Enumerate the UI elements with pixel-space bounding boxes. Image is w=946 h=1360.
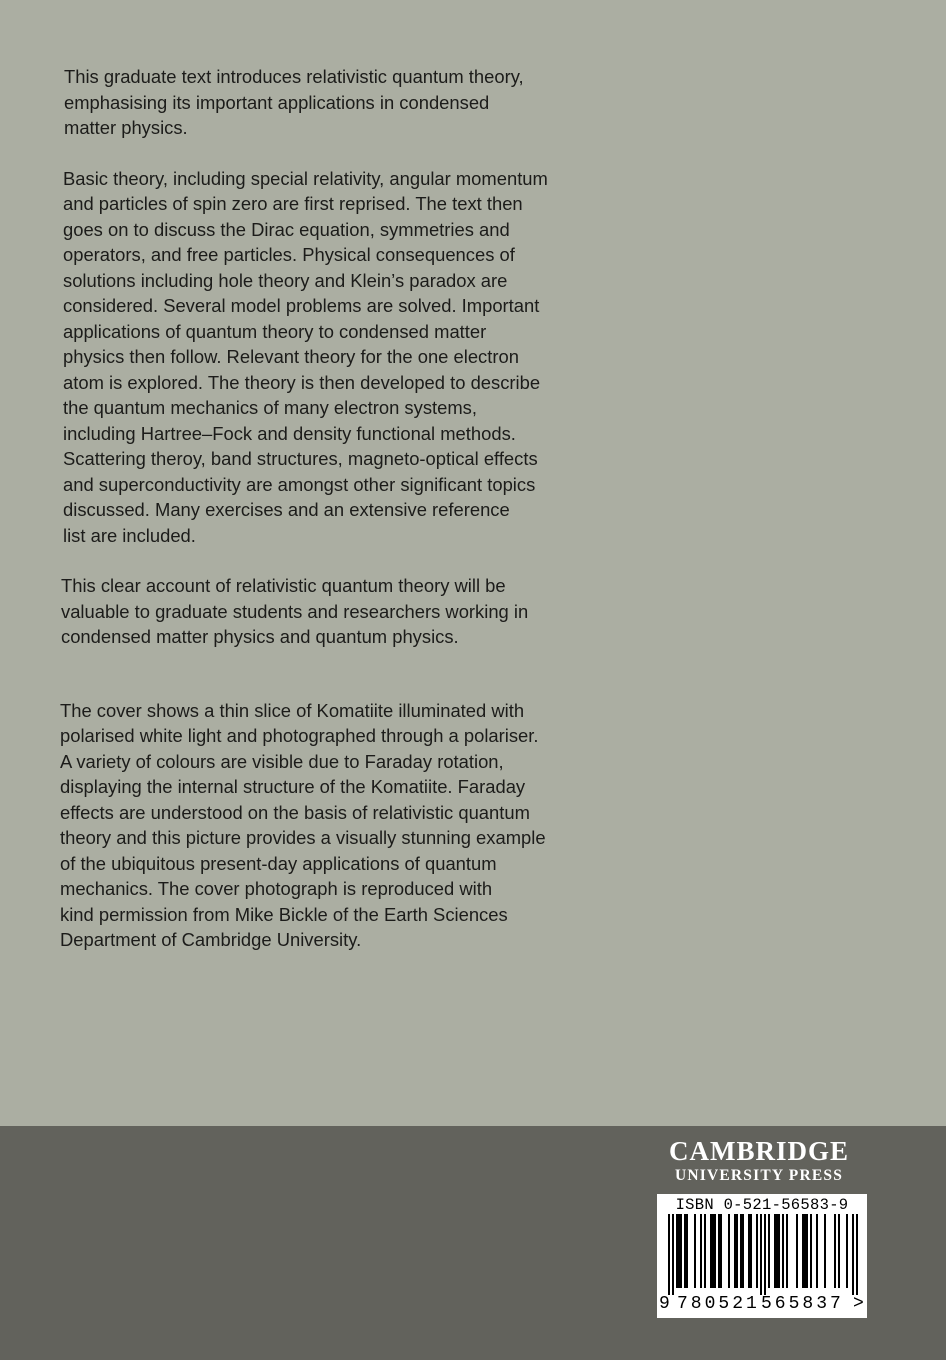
barcode-bar [676, 1214, 678, 1288]
blurb-line: physics then follow. Relevant theory for the one electron [63, 346, 519, 367]
barcode-guard-bar [668, 1214, 670, 1295]
blurb-paragraph-audience [61, 573, 562, 650]
publisher-logo [652, 1136, 866, 1186]
barcode-bars [657, 1214, 867, 1296]
barcode-bar [712, 1214, 714, 1288]
ean-first-digit: 9 [659, 1294, 670, 1314]
barcode-bar [806, 1214, 808, 1288]
blurb-paragraph-intro [64, 64, 562, 141]
barcode-bar [684, 1214, 686, 1288]
blurb-paragraph-cover-note [60, 698, 562, 953]
blurb-line: valuable to graduate students and researchers working in [61, 600, 529, 622]
barcode-bar [734, 1214, 736, 1288]
barcode-bar [740, 1214, 742, 1288]
blurb-line: The cover shows a thin slice of Komatiite illuminated with [60, 699, 525, 721]
blurb-line: emphasising its important applications in condensed [64, 91, 490, 113]
blurb-line: This clear account of relativistic quantum theory will be [61, 575, 506, 596]
blurb-line: A variety of colours are visible due to Faraday rotation, [60, 750, 504, 772]
ean-right-group: 565837 [761, 1294, 844, 1314]
barcode-bar [704, 1214, 706, 1288]
barcode-bar [816, 1214, 818, 1288]
barcode-bar [720, 1214, 722, 1288]
barcode-bar [714, 1214, 716, 1288]
barcode-bar [846, 1214, 848, 1288]
blurb-line: Department of Cambridge University. [60, 929, 362, 950]
ean-left-group: 780521 [677, 1294, 760, 1314]
blurb-line: atom is explored. The theory is then developed to describe [63, 371, 541, 393]
barcode-bar [756, 1214, 758, 1288]
blurb-line: displaying the internal structure of the Komatiite. Faraday [60, 776, 526, 797]
blurb-line: and superconductivity are amongst other significant topics [63, 473, 536, 495]
blurb-line: goes on to discuss the Dirac equation, symmetries and [63, 218, 510, 240]
barcode-bar [838, 1214, 840, 1288]
barcode-bar [824, 1214, 826, 1288]
barcode-bar [694, 1214, 696, 1288]
blurb-paragraph-contents [63, 166, 562, 549]
blurb-line: polarised white light and photographed through a polariser. [60, 725, 539, 746]
barcode-bar [710, 1214, 712, 1288]
isbn-barcode [657, 1194, 867, 1318]
isbn-label: ISBN 0-521-56583-9 [675, 1196, 849, 1214]
blurb-line: discussed. Many exercises and an extensive reference [63, 499, 510, 520]
barcode-bar [700, 1214, 702, 1288]
barcode-bar [748, 1214, 750, 1288]
barcode-bar [686, 1214, 688, 1288]
barcode-bar [728, 1214, 730, 1288]
publisher-subname: UNIVERSITY PRESS [674, 1167, 844, 1184]
publisher-name: CAMBRIDGE [668, 1136, 849, 1166]
blurb-line: Scattering theroy, band structures, magneto-optical effects [63, 448, 538, 469]
blurb-line: considered. Several model problems are solved. Important [63, 295, 540, 316]
blurb-line: the quantum mechanics of many electron systems, [63, 397, 477, 418]
blurb-line: list are included. [63, 524, 196, 546]
barcode-bar [678, 1214, 680, 1288]
barcode-bar [804, 1214, 806, 1288]
barcode-bar [750, 1214, 752, 1288]
barcode-bar [680, 1214, 682, 1288]
barcode-bar [834, 1214, 836, 1288]
barcode-bar [782, 1214, 784, 1288]
blurb-line: condensed matter physics and quantum physics. [61, 626, 459, 647]
back-cover-blurb [62, 64, 562, 978]
barcode-bar [736, 1214, 738, 1288]
blurb-line: including Hartree–Fock and density functional methods. [63, 422, 516, 444]
blurb-line: theory and this picture provides a visually stunning example [60, 827, 546, 848]
barcode-bar [810, 1214, 812, 1288]
barcode-bar [796, 1214, 798, 1288]
blurb-line: solutions including hole theory and Klein’s paradox are [63, 269, 508, 291]
barcode-bar [742, 1214, 744, 1288]
blurb-line: Basic theory, including special relativity, angular momentum [63, 167, 548, 189]
barcode-guard-bar [764, 1214, 766, 1295]
barcode-bar [802, 1214, 804, 1288]
blurb-line: of the ubiquitous present-day applications of quantum [60, 852, 497, 874]
blurb-line: mechanics. The cover photograph is reproduced with [60, 878, 493, 899]
ean-digits [657, 1294, 867, 1318]
barcode-bar [776, 1214, 778, 1288]
barcode-bar [718, 1214, 720, 1288]
barcode-guard-bar [672, 1214, 674, 1295]
blurb-line: effects are understood on the basis of relativistic quantum [60, 801, 530, 823]
blurb-line: applications of quantum theory to condensed matter [63, 320, 487, 342]
blurb-line: matter physics. [64, 117, 188, 138]
barcode-bar [768, 1214, 770, 1288]
barcode-bar [778, 1214, 780, 1288]
barcode-guard-bar [852, 1214, 854, 1295]
barcode-guard-bar [856, 1214, 858, 1295]
barcode-bar [774, 1214, 776, 1288]
blurb-line: and particles of spin zero are first reprised. The text then [63, 193, 523, 214]
quiet-zone-mark: > [853, 1294, 864, 1314]
barcode-guard-bar [760, 1214, 762, 1295]
barcode-bar [786, 1214, 788, 1288]
blurb-line: kind permission from Mike Bickle of the Earth Sciences [60, 903, 508, 925]
blurb-line: operators, and free particles. Physical consequences of [63, 244, 515, 265]
blurb-line: This graduate text introduces relativistic quantum theory, [64, 66, 524, 87]
